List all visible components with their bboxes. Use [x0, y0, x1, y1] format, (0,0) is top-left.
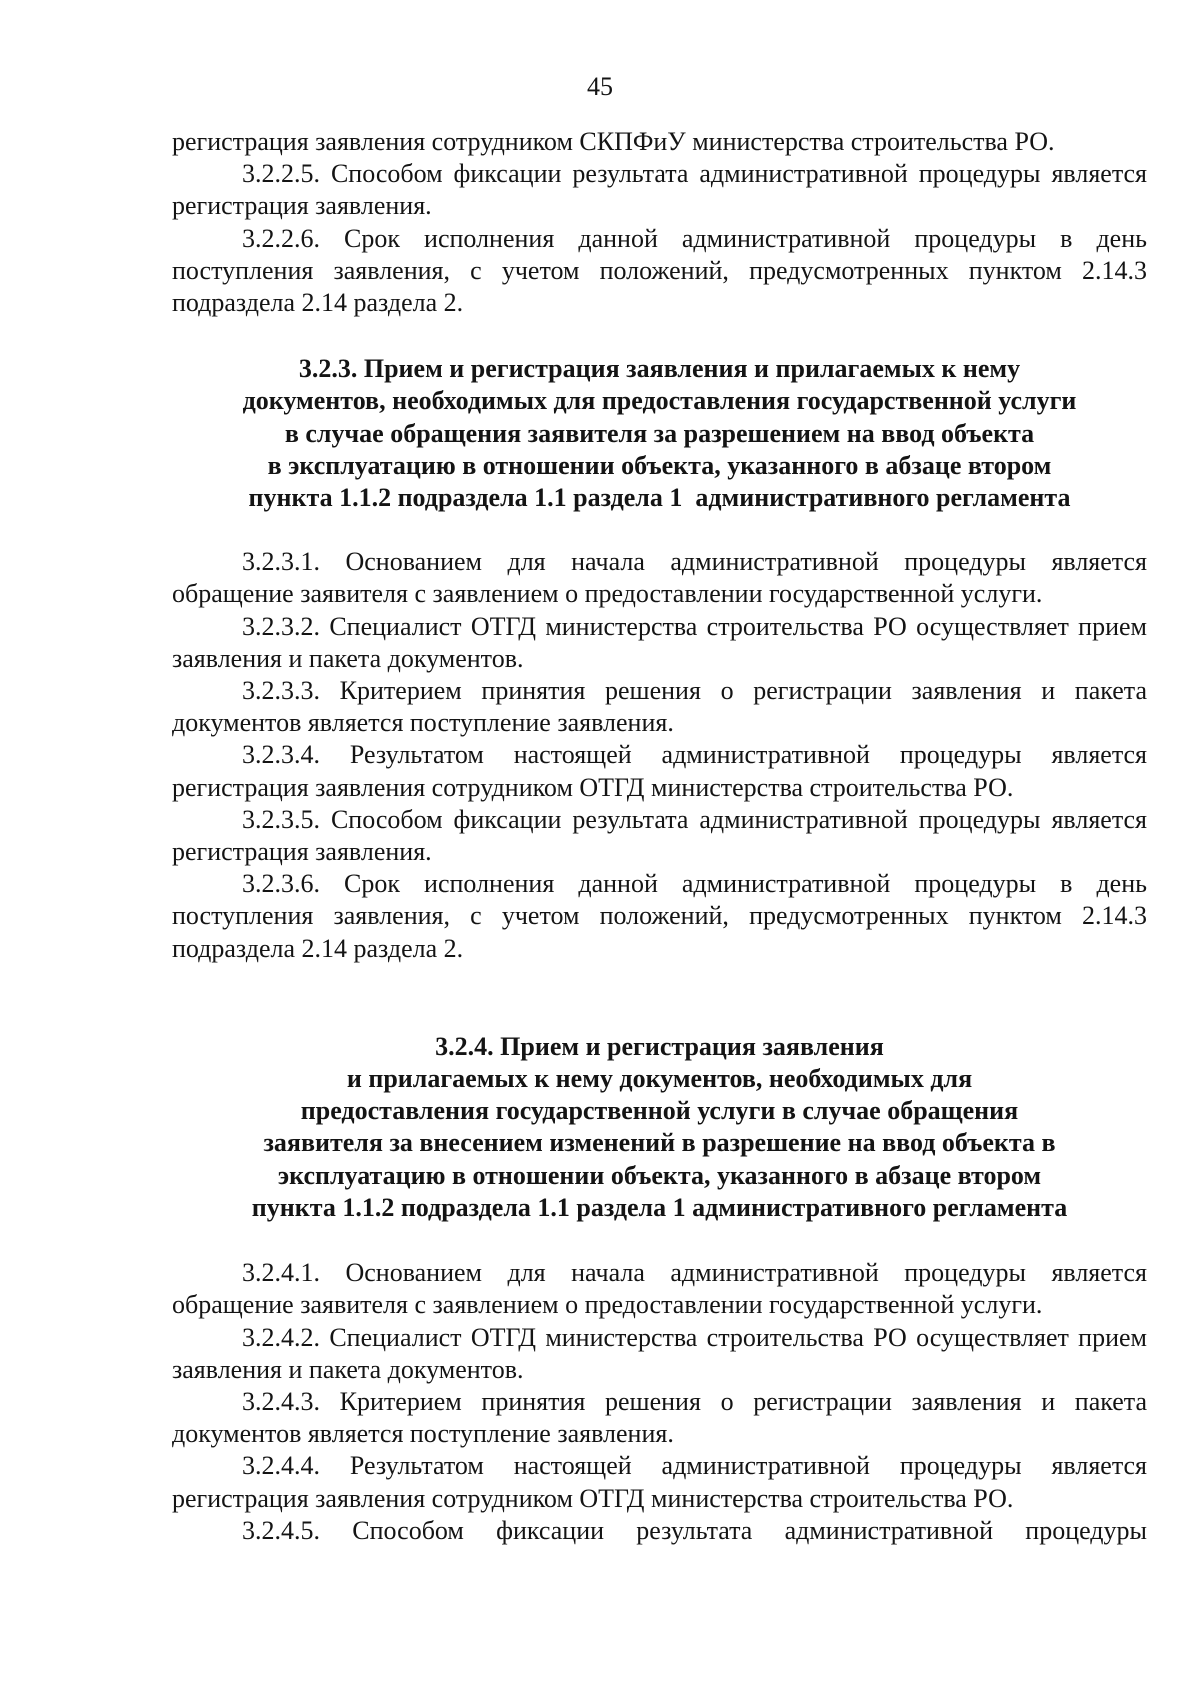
paragraph-3-2-3-1: 3.2.3.1. Основанием для начала административной процедуры является обращение заявителя с заявлением о предоставлении государственной услуги.: [172, 547, 1147, 609]
heading-line: пункта 1.1.2 подраздела 1.1 раздела 1 административного регламента: [251, 1192, 1068, 1222]
paragraph-3-2-2-5: 3.2.2.5. Способом фиксации результата административной процедуры является регистрация заявления.: [172, 159, 1147, 221]
paragraph-3-2-4-3: 3.2.4.3. Критерием принятия решения о регистрации заявления и пакета документов является поступление заявления.: [172, 1386, 1147, 1449]
paragraph-3-2-3-5: 3.2.3.5. Способом фиксации результата административной процедуры является регистрация заявления.: [172, 804, 1147, 867]
heading-line: заявителя за внесением изменений в разрешение на ввод объекта в: [263, 1128, 1056, 1158]
heading-line: и прилагаемых к нему документов, необходимых для: [346, 1064, 973, 1094]
paragraph-3-2-4-5: 3.2.4.5. Способом фиксации результата административной процедуры: [242, 1515, 1147, 1545]
heading-line: в случае обращения заявителя за разрешением на ввод объекта: [284, 418, 1035, 448]
heading-line: 3.2.3. Прием и регистрация заявления и прилагаемых к нему: [298, 354, 1021, 384]
paragraph-3-2-4-2: 3.2.4.2. Специалист ОТГД министерства строительства РО осуществляет прием заявления и пакета документов.: [172, 1322, 1147, 1384]
paragraph-3-2-3-3: 3.2.3.3. Критерием принятия решения о регистрации заявления и пакета документов является поступление заявления.: [172, 676, 1147, 738]
paragraph-continuation: регистрация заявления сотрудником СКПФиУ министерства строительства РО.: [172, 127, 1055, 156]
heading-line: документов, необходимых для предоставления государственной услуги: [242, 386, 1077, 416]
paragraph-3-2-3-4: 3.2.3.4. Результатом настоящей административной процедуры является регистрация заявления сотрудником ОТГД министерства строительства РО.: [172, 740, 1147, 802]
page-number: 45: [587, 72, 613, 101]
heading-line: 3.2.4. Прием и регистрация заявления: [435, 1031, 884, 1061]
document-body: [172, 126, 1147, 1547]
heading-line: предоставления государственной услуги в случае обращения: [300, 1096, 1019, 1126]
section-heading-3-2-4: [172, 1031, 1147, 1224]
paragraph-3-2-3-6: 3.2.3.6. Срок исполнения данной административной процедуры в день поступления заявления, с учетом положений, предусмотренных пунктом 2.14.3 подраздела 2.14 раздела 2.: [172, 869, 1147, 963]
heading-line: в эксплуатацию в отношении объекта, указанного в абзаце втором: [267, 450, 1052, 480]
heading-line: пункта 1.1.2 подраздела 1.1 раздела 1 административного регламента: [248, 483, 1071, 513]
paragraph-3-2-2-6: 3.2.2.6. Срок исполнения данной административной процедуры в день поступления заявления, с учетом положений, предусмотренных пунктом 2.14.3 подраздела 2.14 раздела 2.: [172, 223, 1147, 318]
paragraph-3-2-4-4: 3.2.4.4. Результатом настоящей административной процедуры является регистрация заявления сотрудником ОТГД министерства строительства РО.: [172, 1451, 1147, 1513]
paragraph-3-2-3-2: 3.2.3.2. Специалист ОТГД министерства строительства РО осуществляет прием заявления и пакета документов.: [172, 611, 1147, 673]
paragraph-3-2-4-1: 3.2.4.1. Основанием для начала административной процедуры является обращение заявителя с заявлением о предоставлении государственной услуги.: [172, 1258, 1147, 1320]
section-heading-3-2-3: [172, 353, 1147, 514]
heading-line: эксплуатацию в отношении объекта, указанного в абзаце втором: [277, 1160, 1042, 1190]
